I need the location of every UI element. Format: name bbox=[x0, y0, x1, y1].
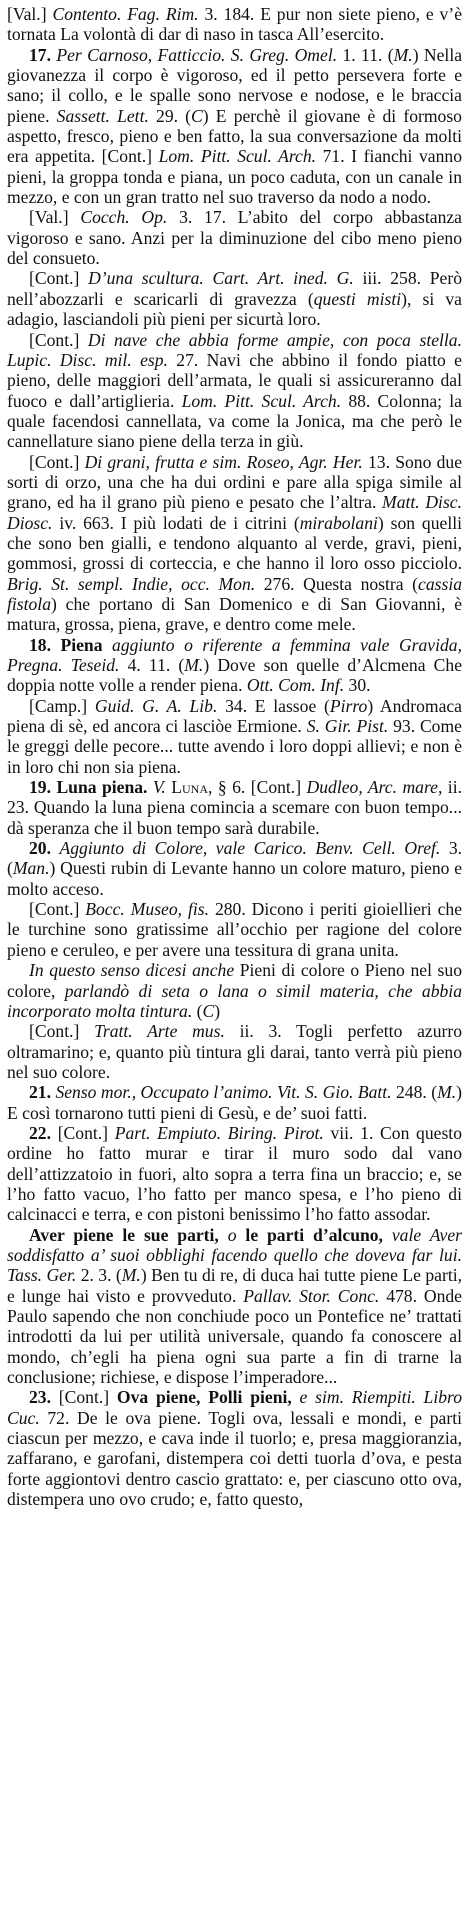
dictionary-paragraph bbox=[7, 960, 462, 1021]
dictionary-paragraph bbox=[7, 635, 462, 696]
body-text: 34. E lassoe ( bbox=[217, 695, 330, 716]
citation-text: Lom. Pitt. Scul. Arch. bbox=[158, 146, 317, 167]
entry-heading: 19. Luna piena. bbox=[29, 777, 153, 798]
body-text: [Cont.] bbox=[29, 899, 86, 920]
body-text: 3. 17. L’abito del corpo abbastanza vigoroso e sano. Anzi per la diminuzione del cibo meno pieno del consueto. bbox=[7, 207, 462, 269]
body-text: 478. Onde Paulo sapendo che non conchiude poco un Pontefice ne’ trattati introdotti da lui per utilità universale, quando fa conoscere al mondo, ch’egli ha piena ogni sua parte a fin di trarne la conclusione; richiese, e dispose l’imperadore... bbox=[7, 1285, 462, 1388]
citation-text: Dudleo, Arc. mare, bbox=[306, 777, 443, 798]
body-text: 248. ( bbox=[391, 1082, 438, 1103]
body-text: ) Questi rubin di Levante hanno un colore maturo, pieno e molto acceso. bbox=[7, 858, 462, 899]
citation-text: S. Gir. Pist. bbox=[306, 716, 389, 737]
body-text: ) che portano di San Domenico e di San Giovanni, è matura, grossa, piena, grave, e dentro come mele. bbox=[7, 593, 462, 635]
dictionary-paragraph bbox=[7, 1082, 462, 1123]
dictionary-paragraph bbox=[7, 1225, 462, 1388]
body-text: 29. ( bbox=[148, 105, 192, 126]
body-text: [Val.] bbox=[7, 4, 53, 24]
body-text: ), si va adagio, lasciandoli più pieni per sicurtà loro. bbox=[7, 288, 462, 330]
dictionary-paragraph bbox=[7, 1387, 462, 1509]
dictionary-paragraph bbox=[7, 838, 462, 899]
entry-heading: Ova piene, Polli pieni, bbox=[116, 1387, 300, 1408]
body-text: ) bbox=[214, 1000, 221, 1021]
citation-text: Bocc. Museo, fis. bbox=[85, 899, 210, 920]
body-text: ) Andromaca piena di sè, ed ancora ci lasciòe Ermione. bbox=[7, 695, 462, 737]
body-text: , § 6. [Cont.] bbox=[208, 777, 307, 798]
body-text: 88. Colonna; la quale facendosi cannellata, va come la Jonica, ma che però le cannellature siano piene della terza in giù. bbox=[7, 390, 462, 452]
body-text: 3. ( bbox=[7, 838, 463, 879]
body-text: Pieni di colore o Pieno nel suo colore, bbox=[7, 960, 462, 1001]
citation-text: M. bbox=[184, 655, 204, 675]
citation-text: parlandò di seta o lana o simil materia, che abbia incorporato molta tintura. bbox=[7, 980, 462, 1021]
citation-text: o bbox=[227, 1224, 237, 1245]
body-text: 13. Sono due sorti di orzo, una che ha dui ordini e pare alla spiga simile al grano, ed ha il grano più pieno e pesato che l’altra. bbox=[7, 451, 462, 513]
body-text: 71. I fianchi vanno pieni, la groppa tonda e piana, un poco caduta, con un canale in mezzo, e con un gran tratto nel suo traverso da nodo a nodo. bbox=[7, 146, 463, 208]
citation-text: Di grani, frutta e sim. Roseo, Agr. Her. bbox=[84, 451, 363, 472]
citation-text: Pallav. Stor. Conc. bbox=[243, 1285, 380, 1306]
body-text: [Cont.] bbox=[29, 1021, 95, 1042]
citation-text: Di nave che abbia forme ampie, con poca stella. Lupic. Disc. mil. esp. bbox=[7, 329, 463, 370]
entry-heading: 21. bbox=[29, 1082, 56, 1103]
entry-heading: 20. bbox=[29, 838, 60, 859]
body-text: ) son quelli che sono ben gialli, e tendono alquanto al verde, gravi, pieni, gommosi, grossi di corteccia, e che hanno il loro osso picciolo. bbox=[7, 512, 462, 574]
entry-heading: 18. Piena bbox=[29, 634, 113, 655]
citation-text: M. bbox=[121, 1265, 141, 1286]
body-text: 72. De le ova piene. Togli ova, lessali e mondi, e parti ciascun per mezzo, e cava inde il tuorlo; e, presa maggioranzia, zaffarano, e garofani, distempera coi detti tuorla d’ova, e pesta forte aggiontovi dentro cascio grattato: e, per ciascuno otto ova, distempera uno ovo crudo; e, fatto questo, bbox=[7, 1407, 462, 1510]
citation-text: M. bbox=[437, 1082, 457, 1103]
dictionary-paragraph bbox=[7, 1123, 462, 1225]
body-text: [Val.] bbox=[29, 207, 81, 228]
citation-text: D’una scultura. Cart. Art. ined. G. bbox=[88, 268, 354, 289]
body-text: 2. 3. ( bbox=[76, 1265, 122, 1286]
body-text: ) E perchè il giovane è di formoso aspetto, fresco, pieno e ben fatto, la sua conversazione da molti era appetita. [Cont.] bbox=[7, 105, 462, 167]
body-text: vii. 1. Con questo ordine ho fatto murar e tirar il muro sodo dal vano dell’attizzatoio in fuori, alto sopra a terra fina un braccio; e, se l’ho fatto vacuo, l’ho fatto per manco spesa, e l’ho pieno di calcinacci e terra, e con pistoni benissimo l’ho fatto assodar. bbox=[7, 1122, 462, 1225]
body-text: ii. 23. Quando la luna piena comincia a scemare con buon tempo... dà speranza che il buon tempo sarà durabile. bbox=[7, 777, 462, 838]
entry-heading: Aver piene le sue parti, bbox=[29, 1224, 228, 1245]
body-text: 3. 184. E pur non siete pieno, e v’è tornata La volontà di dar di naso in tasca All’esercito. bbox=[7, 4, 463, 45]
body-text: 30. bbox=[344, 675, 371, 696]
citation-text: mirabolani bbox=[299, 512, 378, 533]
body-text: ) Nella giovanezza il corpo è vigoroso, ed il petto persevera forte e sano; il collo, e le spalle sono nervose e nodose, e le braccia piene. bbox=[7, 44, 463, 126]
citation-text: V. bbox=[152, 777, 166, 798]
body-text: iv. 663. I più lodati de i citrini ( bbox=[52, 512, 300, 533]
citation-text: Matt. Disc. Diosc. bbox=[7, 492, 462, 533]
dictionary-paragraph bbox=[7, 696, 462, 777]
citation-text: In questo senso dicesi anche bbox=[29, 960, 235, 981]
citation-text: Part. Empiuto. Biring. Pirot. bbox=[114, 1122, 324, 1143]
citation-text: Tratt. Arte mus. bbox=[94, 1021, 225, 1042]
citation-text: C bbox=[191, 105, 203, 126]
dictionary-paragraph bbox=[7, 452, 462, 635]
citation-text: C bbox=[202, 1000, 215, 1021]
body-text: [Cont.] bbox=[58, 1387, 117, 1408]
citation-text: questi misti bbox=[313, 288, 402, 309]
body-text: [Cont.] bbox=[57, 1122, 115, 1143]
body-text: 280. Dicono i periti gioiellieri che le turchine sono gratissime all’occhio per ragione del colore pieno e ceruleo, e per avere una tessitura di grana unita. bbox=[7, 899, 462, 960]
body-text: 276. Questa nostra ( bbox=[255, 573, 419, 594]
body-text: [Cont.] bbox=[29, 451, 85, 472]
entry-heading: 23. bbox=[29, 1387, 59, 1408]
body-text: ( bbox=[192, 1000, 203, 1021]
citation-text: Man. bbox=[12, 858, 50, 879]
body-text: ii. 3. Togli perfetto azurro oltramarino; e, quanto più tintura gli darai, tanto verrà più pieno nel suo colore. bbox=[7, 1021, 463, 1082]
entry-heading: le parti d’alcuno, bbox=[236, 1224, 392, 1245]
body-text: 1. 11. ( bbox=[337, 44, 394, 65]
citation-text: Guid. G. A. Lib. bbox=[94, 695, 218, 716]
body-text: [Cont.] bbox=[29, 329, 88, 350]
body-text: ) Ben tu di re, di duca hai tutte piene Le parti, e lunge hai visto e provveduto. bbox=[7, 1265, 462, 1306]
body-text: [Camp.] bbox=[29, 695, 95, 716]
citation-text: Brig. St. sempl. Indie, occ. Mon. bbox=[7, 573, 256, 594]
dictionary-paragraph bbox=[7, 207, 462, 268]
citation-text: cassia fistola bbox=[7, 573, 462, 614]
dictionary-paragraph bbox=[7, 4, 462, 45]
body-text: ) E così tornarono tutti pieni di Gesù, e de’ suoi fatti. bbox=[7, 1082, 462, 1123]
body-text: ) Dove son quelle d’Alcmena Che doppia notte volle a render piena. bbox=[7, 655, 463, 696]
citation-text: vale Aver soddisfatto a’ suoi obblighi facendo quello che doveva far lui. Tass. Ger. bbox=[7, 1224, 462, 1286]
citation-text: aggiunto o riferente a femmina vale Gravida, Pregna. Teseid. bbox=[7, 634, 462, 675]
body-text: 4. 11. ( bbox=[119, 655, 185, 675]
dictionary-paragraph bbox=[7, 268, 462, 329]
entry-heading: 17. bbox=[29, 44, 57, 65]
citation-text: Pirro bbox=[329, 695, 368, 716]
body-text: Luna bbox=[165, 777, 208, 798]
dictionary-paragraph bbox=[7, 330, 462, 452]
citation-text: Sassett. Lett. bbox=[56, 105, 149, 126]
citation-text: Contento. Fag. Rim. bbox=[52, 4, 199, 24]
body-text: iii. 258. Però nell’abozzarli e scaricarli di gravezza ( bbox=[7, 268, 463, 309]
dictionary-paragraph bbox=[7, 899, 462, 960]
citation-text: Lom. Pitt. Scul. Arch. bbox=[181, 390, 342, 411]
citation-text: e sim. Riempiti. Libro Cuc. bbox=[7, 1387, 463, 1428]
citation-text: Per Carnoso, Fatticcio. S. Greg. Omel. bbox=[56, 44, 338, 65]
dictionary-paragraph bbox=[7, 45, 462, 208]
citation-text: Ott. Com. Inf. bbox=[246, 675, 345, 696]
citation-text: Senso mor., Occupato l’animo. Vit. S. Gio. Batt. bbox=[55, 1082, 392, 1103]
dictionary-paragraph bbox=[7, 1021, 462, 1082]
entry-heading: 22. bbox=[29, 1122, 58, 1143]
citation-text: M. bbox=[393, 44, 413, 65]
body-text: [Cont.] bbox=[29, 268, 89, 289]
dictionary-paragraph bbox=[7, 777, 462, 838]
body-text: 93. Come le greggi delle pecore... tutte avendo i loro doppi allievi; e non è in loro chi non sia piena. bbox=[7, 716, 462, 777]
citation-text: Cocch. Op. bbox=[80, 207, 168, 228]
citation-text: Aggiunto di Colore, vale Carico. Benv. Cell. Oref. bbox=[59, 838, 441, 859]
body-text: 27. Navi che abbino il fondo piatto e pieno, delle maggiori dell’armata, le quali si assicureranno dal fuoco e dall’artiglieria. bbox=[7, 349, 462, 411]
